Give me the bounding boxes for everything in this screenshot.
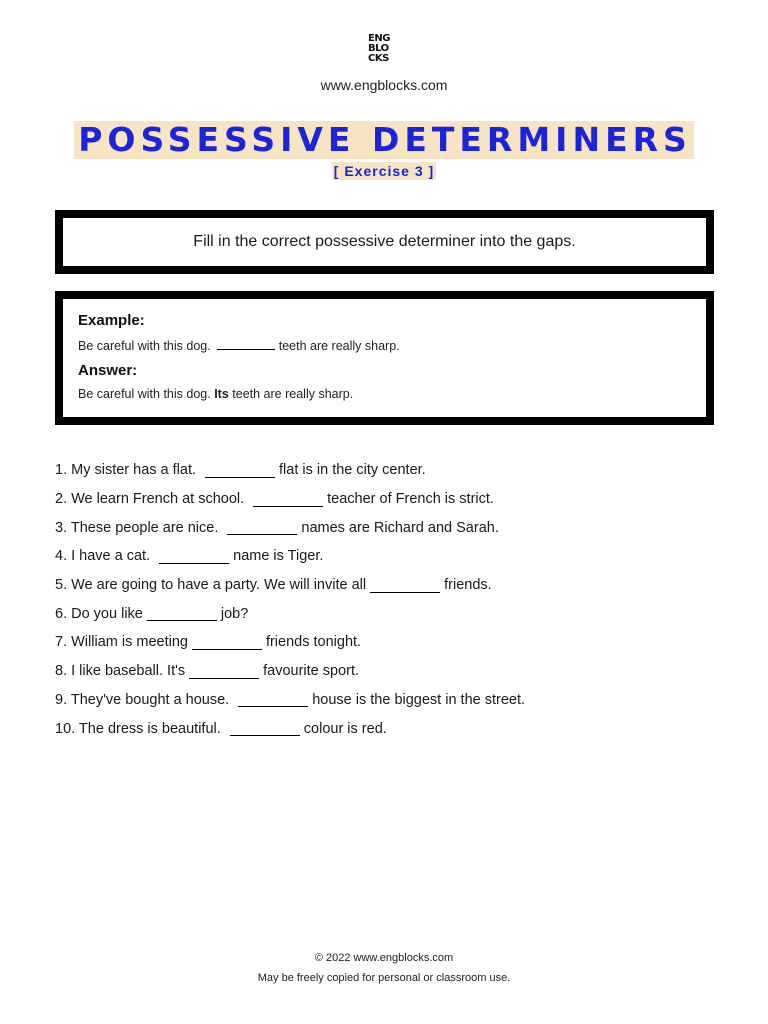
question-item (55, 485, 715, 514)
example-sentence (78, 337, 400, 353)
question-text-before: 3. These people are nice. (55, 519, 219, 536)
engblocks-logo (368, 34, 402, 64)
question-item (55, 628, 715, 657)
answer-label: Answer: (78, 362, 138, 379)
question-item (55, 686, 715, 715)
answer-blank[interactable] (205, 463, 275, 478)
question-text-after: name is Tiger. (233, 548, 324, 565)
answer-blank[interactable] (192, 635, 262, 650)
answer-blank[interactable] (230, 721, 300, 736)
footer-copyright: © 2022 www.engblocks.com (314, 952, 454, 964)
question-text-after: names are Richard and Sarah. (301, 519, 499, 536)
example-gap (217, 337, 275, 350)
answer-blank[interactable] (253, 492, 323, 507)
question-text-after: flat is in the city center. (279, 462, 426, 479)
answer-blank[interactable] (238, 692, 308, 707)
question-item (55, 513, 715, 542)
question-item (55, 657, 715, 686)
answer-blank[interactable] (370, 578, 440, 593)
question-item (55, 456, 715, 485)
answer-blank[interactable] (159, 549, 229, 564)
answer-word: Its (214, 387, 229, 401)
answer-blank[interactable] (147, 606, 217, 621)
question-text-after: job? (220, 605, 249, 622)
question-text-before: 2. We learn French at school. (55, 491, 245, 508)
example-sentence-before: Be careful with this dog. (78, 339, 211, 353)
question-list (55, 456, 715, 743)
question-text-after: teacher of French is strict. (327, 491, 494, 508)
instruction-text: Fill in the correct possessive determiner into the gaps. (193, 233, 576, 250)
question-text-before: 9. They've bought a house. (55, 691, 230, 708)
exercise-subtitle: [ Exercise 3 ] (333, 163, 435, 179)
answer-sentence (78, 387, 353, 401)
question-item (55, 542, 715, 571)
logo-line-2: BLO (368, 43, 389, 54)
logo-line-3: CKS (368, 53, 389, 64)
answer-blank[interactable] (189, 664, 259, 679)
question-item (55, 714, 715, 743)
example-label: Example: (78, 312, 145, 329)
question-text-after: friends. (444, 577, 492, 594)
instruction-box (55, 210, 714, 274)
example-sentence-after: teeth are really sharp. (278, 339, 400, 353)
question-item (55, 571, 715, 600)
footer-note: May be freely copied for personal or classroom use. (257, 972, 511, 984)
site-url: www.engblocks.com (320, 77, 448, 93)
question-text-before: 6. Do you like (55, 605, 143, 622)
question-item (55, 599, 715, 628)
answer-sentence-after: teeth are really sharp. (232, 387, 354, 401)
answer-blank[interactable] (227, 520, 297, 535)
question-text-after: colour is red. (303, 720, 387, 737)
example-box (55, 291, 714, 425)
question-text-before: 8. I like baseball. It's (55, 663, 186, 680)
question-text-after: favourite sport. (263, 663, 360, 680)
answer-sentence-before: Be careful with this dog. (78, 387, 211, 401)
question-text-before: 7. William is meeting (55, 634, 188, 651)
question-text-after: friends tonight. (265, 634, 362, 651)
question-text-before: 4. I have a cat. (55, 548, 151, 565)
question-text-before: 10. The dress is beautiful. (55, 720, 221, 737)
question-text-before: 5. We are going to have a party. We will invite all (55, 577, 367, 594)
question-text-before: 1. My sister has a flat. (55, 462, 197, 479)
question-text-after: house is the biggest in the street. (312, 691, 526, 708)
page-title: POSSESSIVE DETERMINERS (74, 121, 694, 159)
logo-line-1: ENG (368, 33, 390, 44)
